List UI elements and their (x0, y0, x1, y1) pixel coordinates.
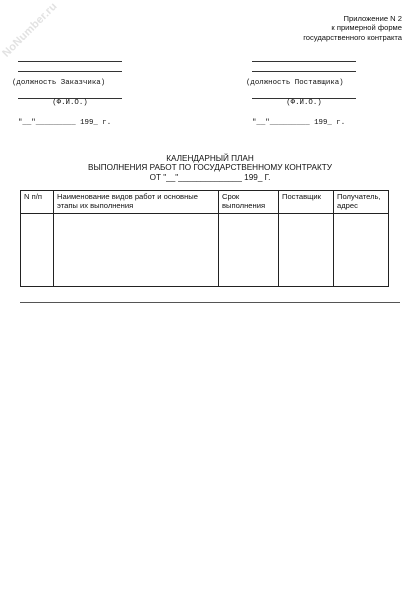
column-header-recipient: Получатель, адрес (334, 191, 389, 214)
table-cell[interactable] (334, 214, 389, 287)
signature-line[interactable] (252, 61, 356, 62)
customer-position-caption: (должность Заказчика) (12, 79, 106, 87)
title-line: ОТ "__"______________ 199_ Г. (149, 172, 271, 182)
column-header-deadline: Срок выполнения (219, 191, 279, 214)
column-header-number: N п/п (21, 191, 54, 214)
appendix-line: к примерной форме (331, 23, 402, 33)
supplier-signature-block (246, 61, 356, 127)
table-header-row (21, 191, 389, 214)
table-row (21, 214, 389, 287)
table-cell[interactable] (219, 214, 279, 287)
appendix-line: Приложение N 2 (343, 14, 402, 23)
supplier-fio-caption: (Ф.И.О.) (286, 99, 322, 107)
document-title (0, 154, 420, 182)
signature-line[interactable] (252, 71, 356, 72)
plan-table (20, 190, 389, 287)
signature-line[interactable] (18, 71, 122, 72)
bottom-divider (20, 302, 400, 303)
watermark: NoNumber.ru (0, 0, 60, 60)
table-cell[interactable] (54, 214, 219, 287)
supplier-position-caption: (должность Поставщика) (246, 79, 344, 87)
title-line: КАЛЕНДАРНЫЙ ПЛАН (166, 154, 254, 163)
table-cell[interactable] (279, 214, 334, 287)
column-header-supplier: Поставщик (279, 191, 334, 214)
appendix-line: государственного контракта (303, 32, 402, 42)
appendix-note (303, 14, 402, 42)
title-line: ВЫПОЛНЕНИЯ РАБОТ ПО ГОСУДАРСТВЕННОМУ КОНТРАКТУ (88, 163, 332, 173)
supplier-date-line[interactable]: "__"_________ 199_ г. (252, 119, 346, 127)
signature-line[interactable] (18, 61, 122, 62)
customer-date-line[interactable]: "__"_________ 199_ г. (18, 119, 112, 127)
customer-signature-block (12, 61, 122, 127)
table-cell[interactable] (21, 214, 54, 287)
customer-fio-caption: (Ф.И.О.) (52, 99, 88, 107)
column-header-work-name: Наименование видов работ и основные этапы их выполнения (54, 191, 219, 214)
